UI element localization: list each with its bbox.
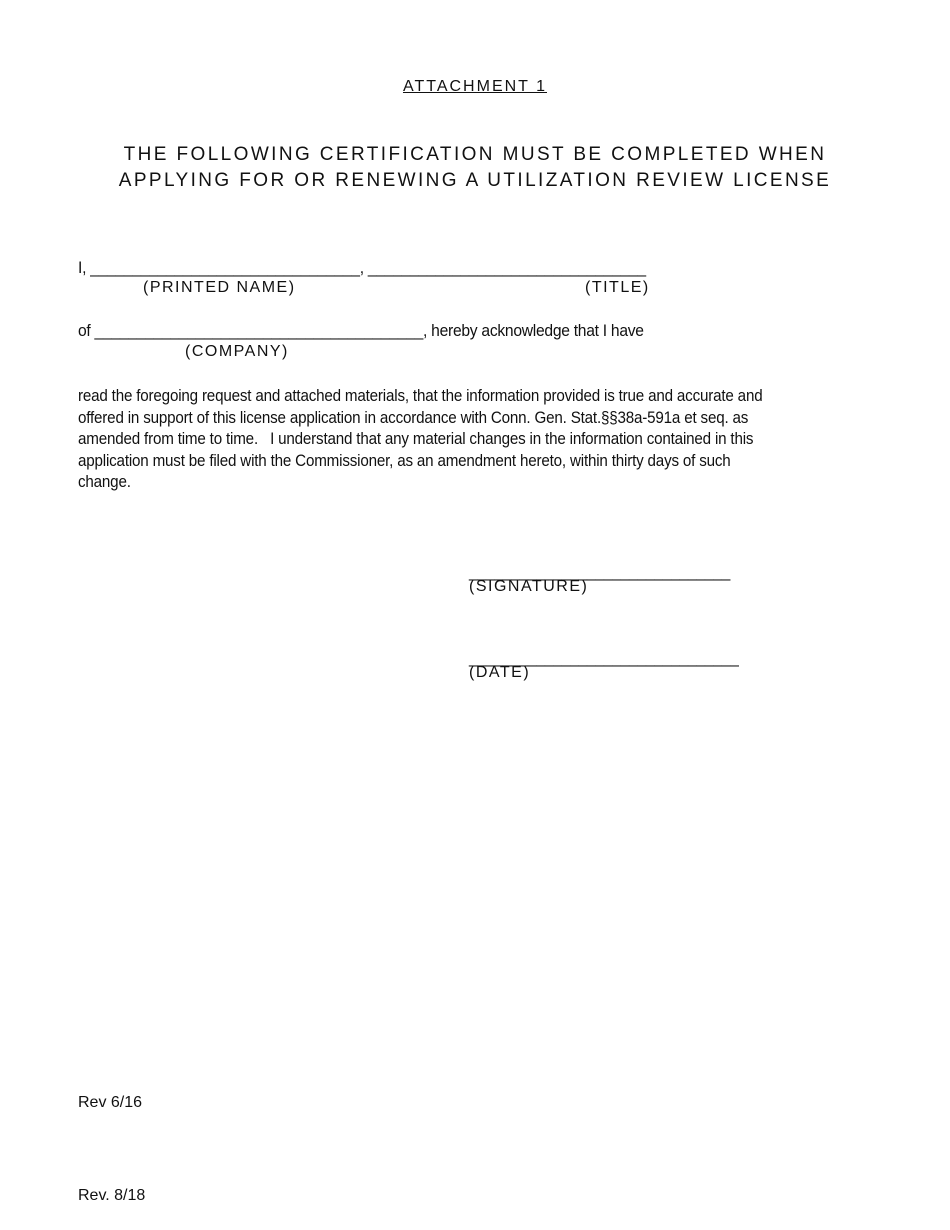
paragraph-line: offered in support of this license application in accordance with Conn. Gen. Stat.§§38a-591a et seq. as <box>78 408 749 427</box>
company-label: (COMPANY) <box>185 343 289 360</box>
paragraph-line: read the foregoing request and attached materials, that the information provided is true and accurate and <box>78 387 763 405</box>
signature-label: (SIGNATURE) <box>469 578 589 595</box>
date-label: (DATE) <box>469 664 531 681</box>
title-label: (TITLE) <box>585 279 650 296</box>
printed-name-label: (PRINTED NAME) <box>143 279 296 296</box>
date-line[interactable]: ________________________________ <box>469 648 739 667</box>
certification-title-line-1: THE FOLLOWING CERTIFICATION MUST BE COMPLETED WHEN <box>123 144 827 165</box>
paragraph-line: amended from time to time. I understand that any material changes in the information contained in this <box>78 430 754 448</box>
company-blank-line[interactable]: of _______________________________________, hereby acknowledge that I have <box>78 321 644 340</box>
paragraph-line: application must be filed with the Commissioner, as an amendment hereto, within thirty days of such <box>78 451 731 470</box>
revision-note-1: Rev 6/16 <box>78 1094 143 1111</box>
attachment-heading: ATTACHMENT 1 <box>402 78 547 95</box>
certification-paragraph <box>78 386 851 494</box>
name-title-blank-line[interactable]: I, ________________________________, _________________________________ <box>78 258 646 277</box>
paragraph-line: change. <box>78 473 131 491</box>
signature-line[interactable]: _______________________________ <box>469 562 731 581</box>
certification-title-line-2: APPLYING FOR OR RENEWING A UTILIZATION REVIEW LICENSE <box>118 170 832 191</box>
revision-note-2: Rev. 8/18 <box>78 1187 146 1204</box>
